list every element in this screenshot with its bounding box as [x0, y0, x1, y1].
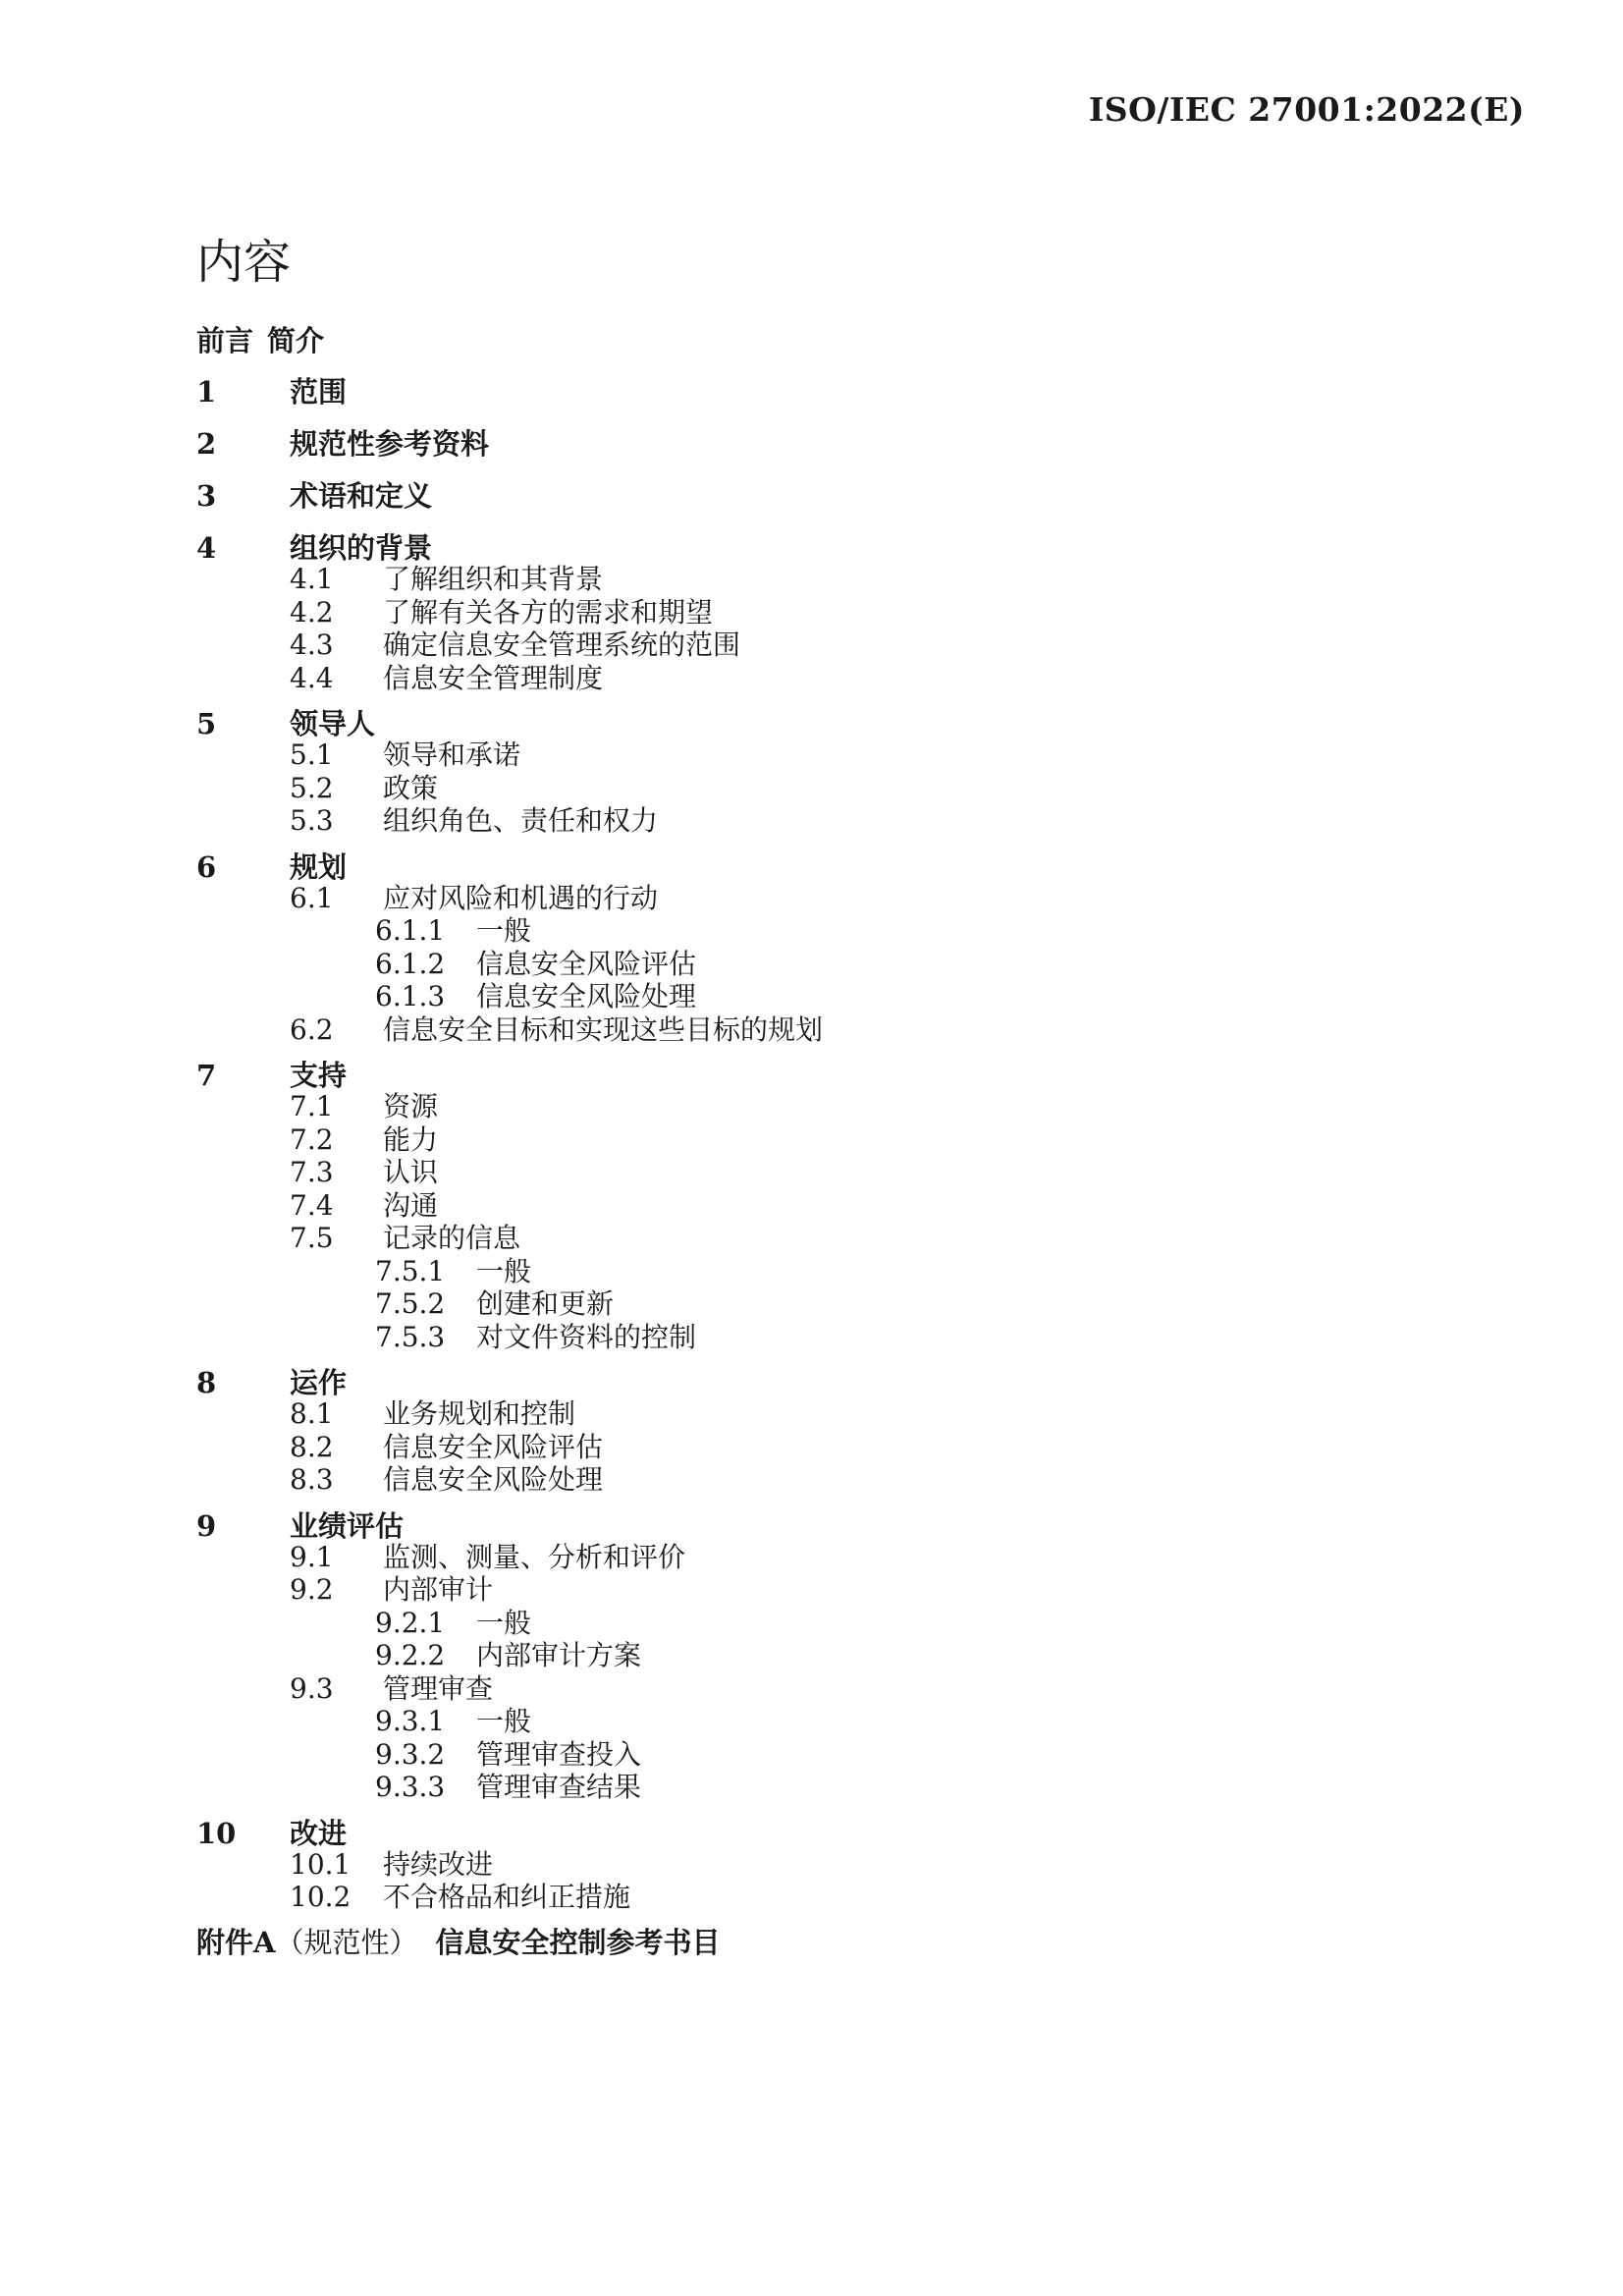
toc-entry-title: 一般: [476, 1606, 532, 1639]
toc-foreword[interactable]: 前言: [196, 324, 254, 357]
toc-sections: [196, 369, 1473, 1914]
toc-entry-title: 信息安全目标和实现这些目标的规划: [383, 1012, 824, 1046]
toc-entry-subclause[interactable]: [196, 1013, 1473, 1047]
toc-entry-subclause[interactable]: [196, 1090, 1473, 1123]
toc-entry-subsubclause[interactable]: [196, 1705, 1473, 1738]
toc-entry-subclause[interactable]: [196, 662, 1473, 695]
toc-entry-title: 内部审计: [383, 1573, 494, 1606]
toc-introduction[interactable]: 简介: [267, 324, 325, 357]
toc-entry-number: 6.1.1: [375, 914, 446, 947]
toc-subentries: [196, 1541, 1473, 1804]
toc-entry-subsubclause[interactable]: [196, 1287, 1473, 1321]
toc-entry-subclause[interactable]: [196, 772, 1473, 805]
toc-entry-subclause[interactable]: [196, 1397, 1473, 1431]
toc-entry-title: 管理审查: [383, 1671, 494, 1705]
toc-entry-number: 10.1: [290, 1847, 352, 1881]
toc-entry-title: 信息安全风险处理: [476, 980, 697, 1012]
toc-entry-number: 7.2: [290, 1122, 334, 1156]
toc-entry-title: 组织角色、责任和权力: [383, 804, 659, 837]
annex-type: （规范性）: [275, 1925, 418, 1959]
toc-entry-number: 8.3: [290, 1463, 334, 1496]
toc-entry-subclause[interactable]: [196, 1881, 1473, 1914]
toc-entry-title: 应对风险和机遇的行动: [383, 881, 659, 914]
toc-entry-subsubclause[interactable]: [196, 980, 1473, 1013]
toc-entry-subsubclause[interactable]: [196, 1255, 1473, 1288]
toc-entry-title: 资源: [383, 1090, 439, 1122]
toc-entry-title: 了解组织和其背景: [383, 563, 604, 595]
toc-entry-title: 规划: [290, 849, 348, 884]
toc-entry-title: 信息安全风险评估: [383, 1430, 604, 1463]
toc-entry-title: 规范性参考资料: [290, 427, 490, 461]
toc-entry-number: 10: [196, 1816, 237, 1850]
page-title: 内容: [196, 235, 292, 290]
toc-entry-subclause[interactable]: [196, 1222, 1473, 1255]
toc-entry-subsubclause[interactable]: [196, 1639, 1473, 1672]
toc-entry-clause[interactable]: [196, 473, 1473, 519]
toc-entry-title: 领导和承诺: [383, 738, 521, 771]
toc-entry-number: 8.2: [290, 1430, 334, 1463]
toc-entry-number: 9.2.1: [375, 1606, 446, 1639]
toc-entry-subsubclause[interactable]: [196, 1321, 1473, 1354]
toc-entry-number: 7.1: [290, 1090, 334, 1122]
toc-entry-clause[interactable]: [196, 369, 1473, 414]
toc-entry-title: 不合格品和纠正措施: [383, 1881, 631, 1913]
toc-entry-number: 4.3: [290, 629, 334, 661]
toc-entry-subclause[interactable]: [196, 1431, 1473, 1464]
toc-entry-subclause[interactable]: [196, 1848, 1473, 1882]
toc-entry-number: 7.5: [290, 1222, 334, 1254]
toc-entry-number: 5.1: [290, 738, 334, 771]
toc-entry-number: 6.1: [290, 881, 334, 914]
toc-entry-number: 7.4: [290, 1188, 334, 1222]
toc-entry-number: 7.5.2: [375, 1287, 446, 1320]
toc-entry-subclause[interactable]: [196, 1573, 1473, 1607]
toc-entry-number: 8.1: [290, 1397, 334, 1430]
toc-entry-number: 10.2: [290, 1881, 352, 1913]
toc-subentries: [196, 738, 1473, 838]
toc-entry-number: 9: [196, 1508, 217, 1543]
toc-entry-subsubclause[interactable]: [196, 1607, 1473, 1640]
toc-entry-title: 业务规划和控制: [383, 1397, 576, 1430]
toc-entry-number: 1: [196, 375, 217, 409]
toc-section: [196, 1360, 1473, 1497]
toc-subentries: [196, 563, 1473, 694]
document-code: ISO/IEC 27001:2022(E): [1088, 90, 1525, 129]
toc-entry-number: 4: [196, 531, 217, 565]
toc-entry-number: 4.2: [290, 595, 334, 629]
toc-entry-subsubclause[interactable]: [196, 1738, 1473, 1772]
toc-section: [196, 421, 1473, 466]
toc-entry-subclause[interactable]: [196, 1672, 1473, 1706]
toc-entry-title: 信息安全风险评估: [476, 947, 697, 980]
toc-entry-number: 3: [196, 479, 217, 513]
toc-subentries: [196, 1848, 1473, 1914]
toc-section: [196, 845, 1473, 1047]
toc-entry-number: 9.3.2: [375, 1737, 446, 1771]
toc-entry-number: 4.1: [290, 563, 334, 595]
annex-label: 附件A: [196, 1925, 276, 1959]
toc-entry-number: 8: [196, 1366, 217, 1399]
toc-entry-title: 范围: [290, 375, 348, 409]
toc-section: [196, 369, 1473, 414]
toc-entry-title: 改进: [290, 1816, 348, 1850]
toc-entry-title: 业绩评估: [290, 1508, 405, 1543]
toc-section: [196, 1053, 1473, 1353]
toc-entry-subclause[interactable]: [196, 738, 1473, 772]
toc-entry-title: 监测、测量、分析和评价: [383, 1540, 686, 1573]
toc-entry-title: 信息安全管理制度: [383, 661, 604, 694]
toc-front-matter: [196, 319, 1473, 362]
toc-entry-number: 9.1: [290, 1540, 334, 1573]
toc-entry-title: 一般: [476, 1705, 532, 1737]
toc-entry-subclause[interactable]: [196, 804, 1473, 838]
toc-entry-title: 创建和更新: [476, 1287, 615, 1320]
toc-entry-subclause[interactable]: [196, 882, 1473, 915]
toc-entry-number: 5: [196, 707, 217, 740]
toc-entry-title: 术语和定义: [290, 479, 433, 513]
toc-entry-number: 9.3.1: [375, 1705, 446, 1737]
toc-entry-title: 管理审查结果: [476, 1771, 642, 1803]
toc-entry-subclause[interactable]: [196, 1189, 1473, 1223]
toc-entry-title: 能力: [383, 1122, 439, 1156]
toc-entry-title: 一般: [476, 1254, 532, 1287]
toc-entry-number: 5.2: [290, 771, 334, 804]
toc-entry-subclause[interactable]: [196, 1463, 1473, 1497]
toc-entry-title: 管理审查投入: [476, 1737, 642, 1771]
toc-entry-title: 认识: [383, 1156, 439, 1188]
toc-section: [196, 1811, 1473, 1914]
toc-entry-number: 6.1.2: [375, 947, 446, 980]
toc-entry-subclause[interactable]: [196, 629, 1473, 662]
toc-annex-a[interactable]: [196, 1918, 1473, 1967]
toc-entry-subclause[interactable]: [196, 596, 1473, 629]
toc-entry-number: 7.5.1: [375, 1254, 446, 1287]
toc-entry-subclause[interactable]: [196, 1156, 1473, 1189]
toc-entry-title: 沟通: [383, 1188, 439, 1222]
toc-entry-title: 了解有关各方的需求和期望: [383, 595, 714, 629]
toc-entry-subclause[interactable]: [196, 1541, 1473, 1574]
toc-entry-title: 对文件资料的控制: [476, 1320, 697, 1353]
toc-entry-subclause[interactable]: [196, 563, 1473, 596]
toc-entry-title: 领导人: [290, 707, 376, 740]
toc-entry-title: 记录的信息: [383, 1222, 521, 1254]
toc-subentries: [196, 1397, 1473, 1497]
table-of-contents: [196, 319, 1473, 1967]
toc-entry-title: 信息安全风险处理: [383, 1463, 604, 1496]
toc-entry-number: 6.1.3: [375, 980, 446, 1012]
toc-entry-title: 确定信息安全管理系统的范围: [383, 629, 741, 661]
toc-entry-number: 7.3: [290, 1156, 334, 1188]
toc-entry-clause[interactable]: [196, 421, 1473, 466]
toc-entry-title: 组织的背景: [290, 531, 433, 565]
toc-entry-number: 7: [196, 1059, 217, 1092]
toc-entry-number: 9.2.2: [375, 1639, 446, 1671]
toc-section: [196, 1503, 1473, 1804]
toc-entry-title: 政策: [383, 771, 439, 804]
toc-entry-number: 2: [196, 427, 217, 461]
toc-section: [196, 473, 1473, 519]
toc-entry-title: 内部审计方案: [476, 1639, 642, 1671]
toc-entry-subsubclause[interactable]: [196, 1771, 1473, 1804]
annex-title: 信息安全控制参考书目: [435, 1925, 721, 1959]
toc-entry-title: 持续改进: [383, 1847, 494, 1881]
toc-entry-subsubclause[interactable]: [196, 914, 1473, 948]
toc-entry-title: 运作: [290, 1366, 348, 1399]
toc-subentries: [196, 882, 1473, 1047]
toc-entry-subsubclause[interactable]: [196, 948, 1473, 981]
toc-entry-title: 支持: [290, 1059, 348, 1092]
toc-entry-subclause[interactable]: [196, 1123, 1473, 1157]
toc-entry-number: 7.5.3: [375, 1320, 446, 1353]
toc-entry-title: 一般: [476, 914, 532, 947]
toc-section: [196, 525, 1473, 694]
toc-entry-number: 5.3: [290, 804, 334, 837]
toc-section: [196, 701, 1473, 838]
toc-entry-number: 9.2: [290, 1573, 334, 1606]
toc-entry-number: 9.3: [290, 1671, 334, 1705]
toc-entry-number: 6.2: [290, 1012, 334, 1046]
toc-entry-number: 4.4: [290, 661, 334, 694]
toc-entry-number: 9.3.3: [375, 1771, 446, 1803]
toc-entry-number: 6: [196, 849, 217, 884]
toc-subentries: [196, 1090, 1473, 1353]
